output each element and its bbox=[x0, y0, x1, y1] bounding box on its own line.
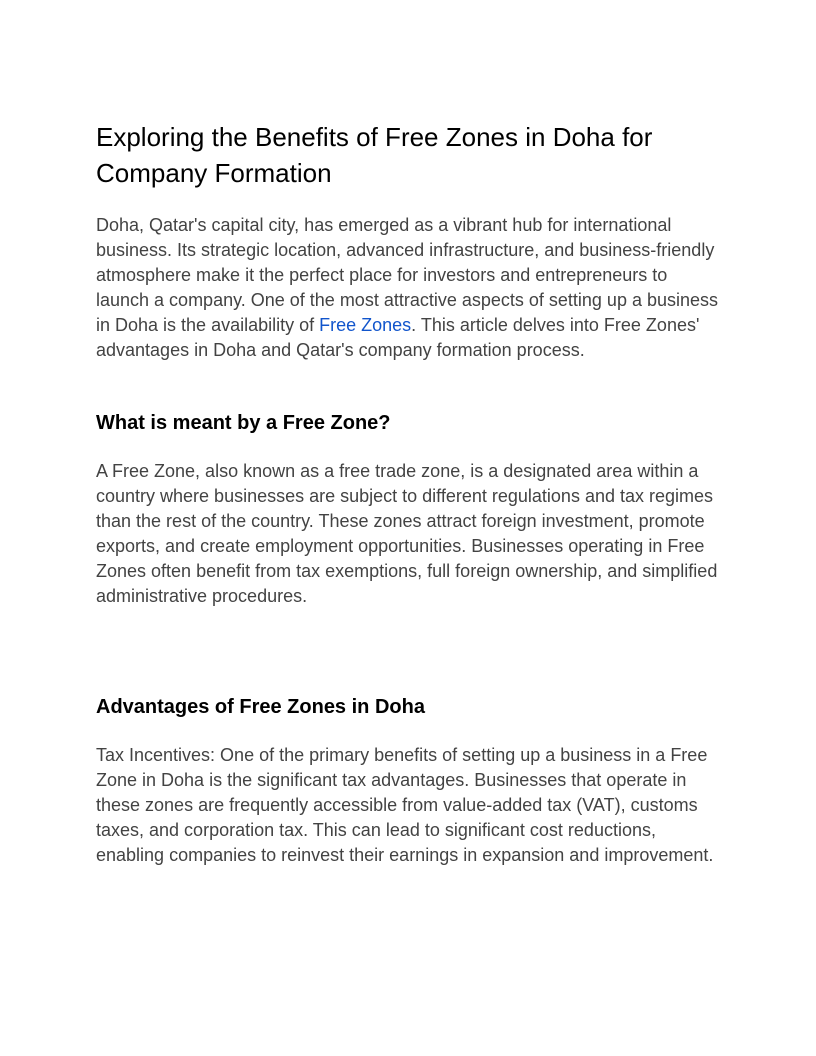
document-title: Exploring the Benefits of Free Zones in Doha for Company Formation bbox=[96, 122, 653, 188]
intro-text-before-link: Doha, Qatar's capital city, has emerged as a vibrant hub for international business. Its strategic location, advanced infrastructure, and business-friendly atmosphere make it the perfect place for investors and entrepreneurs to launch a company. One of the most attractive aspects of setting up a business in Doha is the availability of bbox=[96, 215, 719, 335]
intro-paragraph bbox=[96, 213, 720, 363]
section-heading-advantages: Advantages of Free Zones in Doha bbox=[96, 696, 425, 718]
section-body-tax-incentives: Tax Incentives: One of the primary benefits of setting up a business in a Free Zone in Doha is the significant tax advantages. Businesses that operate in these zones are frequently accessible from value-added tax (VAT), customs taxes, and corporation tax. This can lead to significant cost reductions, enabling companies to reinvest their earnings in expansion and improvement. bbox=[96, 745, 714, 865]
free-zones-link[interactable]: Free Zones bbox=[319, 315, 412, 335]
section-body-free-zone: A Free Zone, also known as a free trade zone, is a designated area within a country where businesses are subject to different regulations and tax regimes than the rest of the country. These zones attract foreign investment, promote exports, and create employment opportunities. Businesses operating in Free Zones often benefit from tax exemptions, full foreign ownership, and simplified administrative procedures. bbox=[96, 461, 718, 606]
section-heading-free-zone: What is meant by a Free Zone? bbox=[96, 412, 391, 434]
intro-text-after-link: . This article delves into Free Zones' advantages in Doha and Qatar's company formation process. bbox=[96, 315, 700, 360]
